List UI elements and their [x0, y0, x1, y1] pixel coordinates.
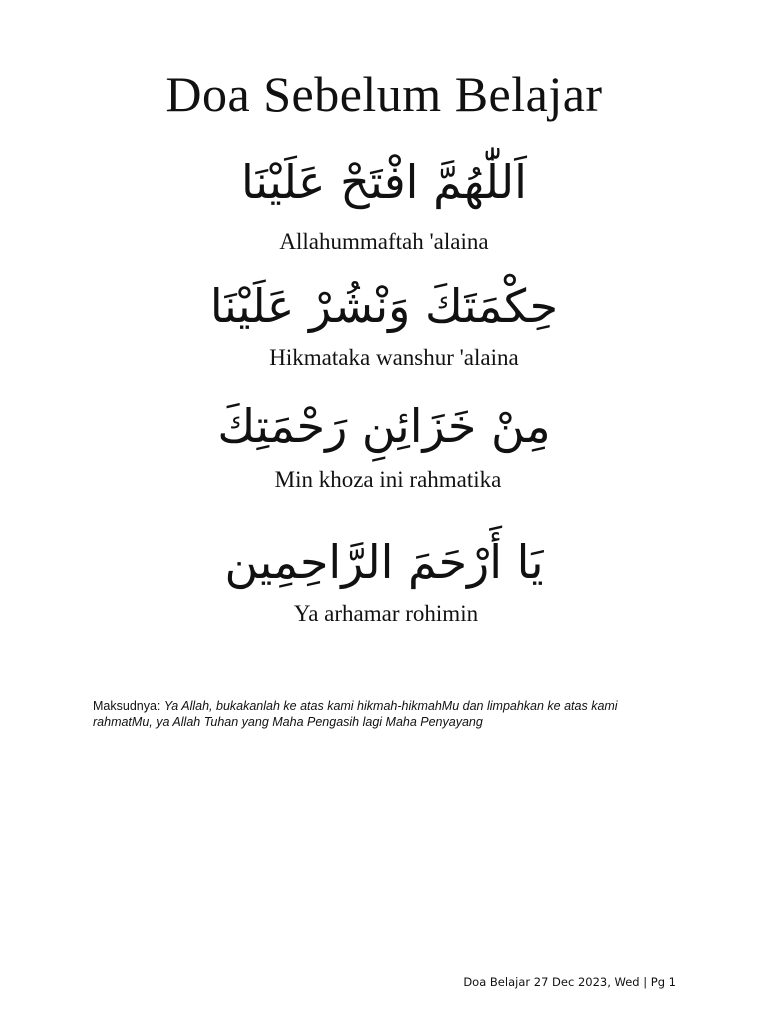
meaning-label: Maksudnya: [93, 699, 161, 713]
meaning-paragraph [93, 698, 673, 730]
transliteration-line-2: Hikmataka wanshur 'alaina [269, 345, 519, 370]
arabic-line-3: مِنْ خَزَائِنِ رَحْمَتِكَ [217, 399, 551, 453]
meaning-text: Ya Allah, bukakanlah ke atas kami hikmah-hikmahMu dan limpahkan ke atas kami rahmatMu, ya Allah Tuhan yang Maha Pengasih lagi Maha Penyayang [93, 699, 618, 729]
arabic-line-4: يَا أَرْحَمَ الرَّاحِمِين [224, 535, 544, 589]
page-footer: Doa Belajar 27 Dec 2023, Wed | Pg 1 [463, 975, 676, 989]
arabic-line-1: اَللّٰهُمَّ افْتَحْ عَلَيْنَا [241, 155, 527, 209]
page-title: Doa Sebelum Belajar [165, 66, 603, 122]
transliteration-line-4: Ya arhamar rohimin [293, 601, 479, 626]
transliteration-line-3: Min khoza ini rahmatika [274, 467, 502, 492]
transliteration-line-1: Allahummaftah 'alaina [279, 229, 489, 254]
arabic-line-2: حِكْمَتَكَ وَنْشُرْ عَلَيْنَا [209, 279, 559, 333]
